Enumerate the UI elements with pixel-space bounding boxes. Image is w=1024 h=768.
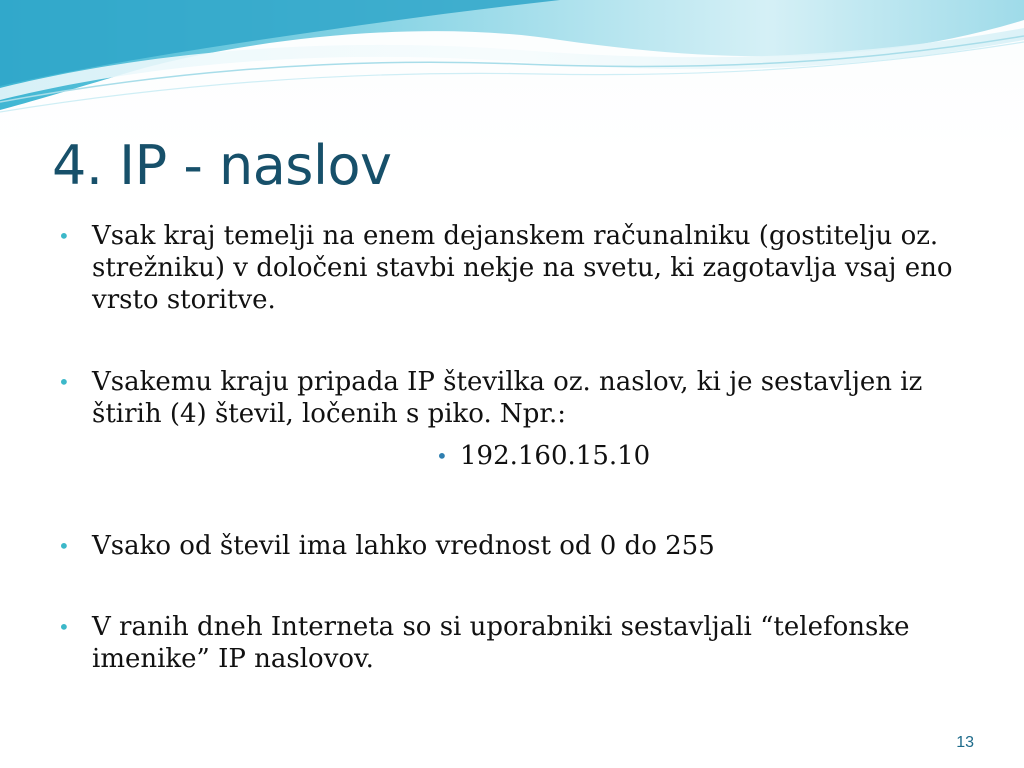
ip-address-example: 192.160.15.10 <box>460 441 651 471</box>
bullet-text: Vsako od števil ima lahko vrednost od 0 do 255 <box>92 531 715 561</box>
slide-number: 13 <box>956 734 974 751</box>
header-wave-decoration <box>0 0 1024 130</box>
bullet-text: V ranih dneh Interneta so si uporabniki sestavljali “telefonske imenike” IP naslovov. <box>92 612 910 674</box>
bullet-item <box>58 220 958 316</box>
bullet-text: Vsak kraj temelji na enem dejanskem računalniku (gostitelju oz. strežniku) v določeni stavbi nekje na svetu, ki zagotavlja vsaj eno vrsto storitve. <box>92 221 953 315</box>
slide-content <box>58 220 958 675</box>
bullet-item <box>58 530 958 562</box>
sub-bullet-item <box>58 440 958 472</box>
bullet-item <box>58 366 958 430</box>
slide-title: 4. IP - naslov <box>52 134 392 197</box>
bullet-icon: • <box>58 224 70 248</box>
bullet-icon: • <box>58 615 70 639</box>
bullet-icon: • <box>58 534 70 558</box>
bullet-icon: • <box>58 370 70 394</box>
sub-bullet-icon: • <box>436 444 448 468</box>
bullet-item <box>58 611 958 675</box>
bullet-text: Vsakemu kraju pripada IP številka oz. naslov, ki je sestavljen iz štirih (4) števil, ločenih s piko. Npr.: <box>92 367 923 429</box>
